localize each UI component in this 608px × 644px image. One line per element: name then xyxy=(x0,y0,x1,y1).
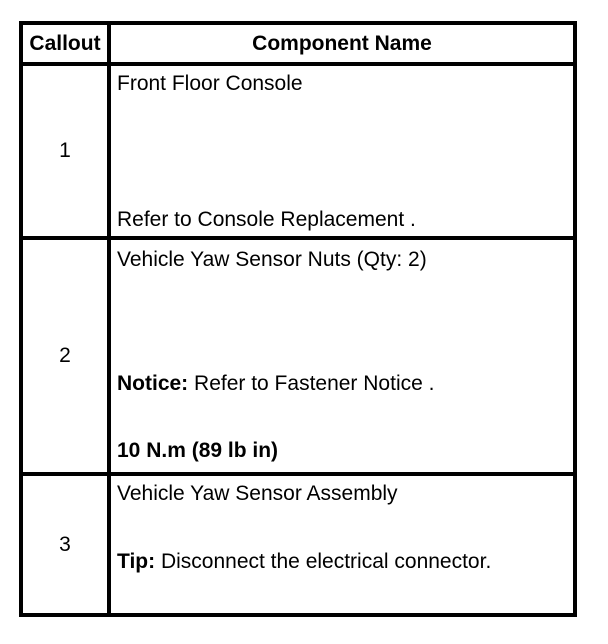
notice-text[interactable]: Refer to Fastener Notice . xyxy=(188,372,435,395)
component-cell xyxy=(109,474,575,615)
tip-label: Tip: xyxy=(117,550,156,573)
component-table xyxy=(19,21,577,617)
notice-label: Notice: xyxy=(117,372,189,395)
component-cell xyxy=(109,238,575,474)
torque-spec: 10 N.m (89 lb in) xyxy=(117,439,279,462)
table-row xyxy=(21,474,575,615)
tip-text: Disconnect the electrical connector. xyxy=(155,550,492,573)
callout-header: Callout xyxy=(21,23,109,64)
table-row xyxy=(21,64,575,238)
notice-line xyxy=(117,372,434,396)
callout-number: 2 xyxy=(21,238,109,474)
callout-number: 1 xyxy=(21,64,109,238)
component-name-header: Component Name xyxy=(109,23,575,64)
callout-number: 3 xyxy=(21,474,109,615)
table-header-row xyxy=(21,23,575,64)
tip-line xyxy=(117,550,491,574)
refer-link-text[interactable]: Refer to Console Replacement . xyxy=(117,208,416,231)
component-name: Front Floor Console xyxy=(117,72,303,95)
component-name: Vehicle Yaw Sensor Assembly xyxy=(117,482,398,505)
component-cell xyxy=(109,64,575,238)
table-row xyxy=(21,238,575,474)
component-name: Vehicle Yaw Sensor Nuts (Qty: 2) xyxy=(117,248,427,271)
